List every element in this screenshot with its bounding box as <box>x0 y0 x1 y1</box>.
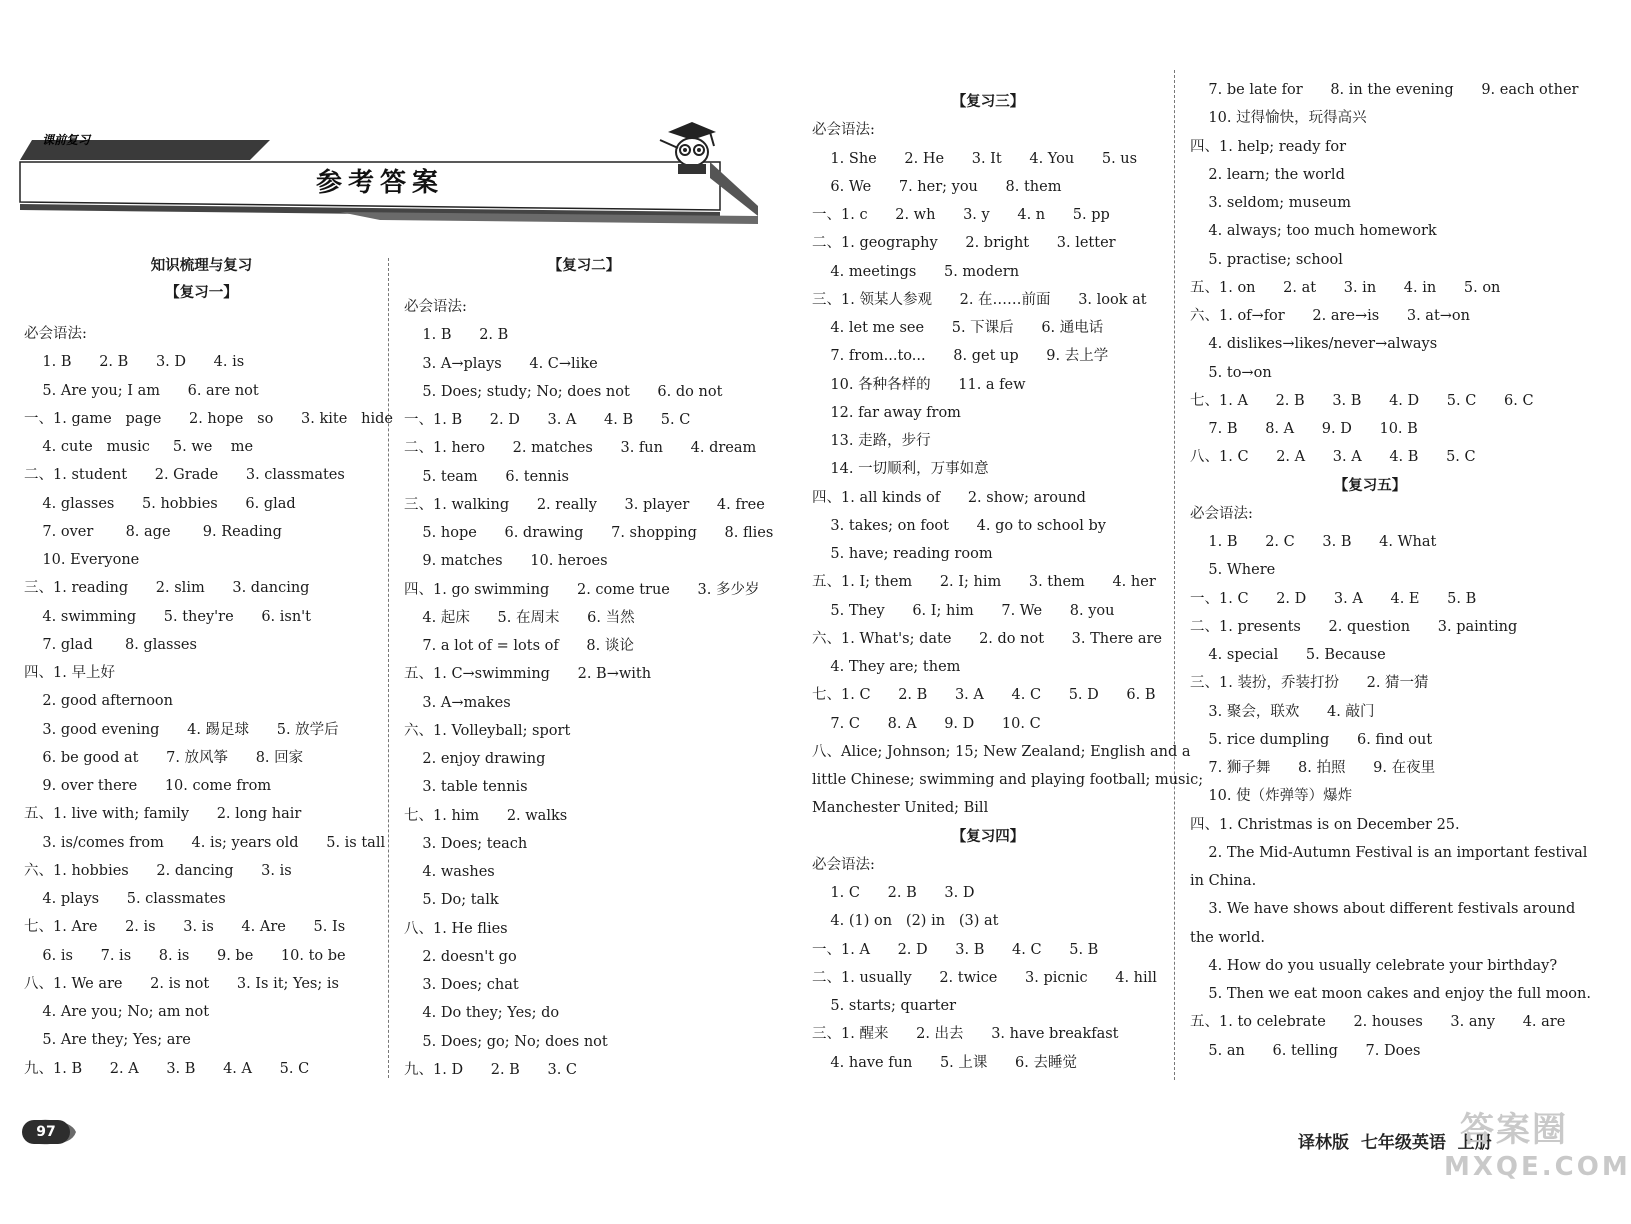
answer-line: 3. table tennis <box>404 779 528 796</box>
answer-line: the world. <box>1190 929 1265 946</box>
answer-line: 3. seldom; museum <box>1190 195 1351 211</box>
answer-line: 5. hope 6. drawing 7. shopping 8. flies <box>404 525 774 541</box>
answer-line: 七、1. C 2. B 3. A 4. C 5. D 6. B <box>812 687 1156 704</box>
answer-line: 2. learn; the world <box>1190 166 1345 183</box>
answer-line: 三、1. walking 2. really 3. player 4. free <box>404 496 765 513</box>
answer-line: 9. matches 10. heroes <box>404 553 608 570</box>
answer-line: 4. swimming 5. they're 6. isn't <box>24 608 311 625</box>
answer-line: 1. B 2. C 3. B 4. What <box>1190 534 1437 550</box>
answer-line: 3. A→makes <box>404 694 511 711</box>
answer-line: 必会语法: <box>812 122 875 139</box>
answer-line: 五、1. on 2. at 3. in 4. in 5. on <box>1190 279 1501 296</box>
answer-line: 2. enjoy drawing <box>404 751 546 767</box>
page-number: 97 <box>22 1120 70 1144</box>
answer-line: 一、1. c 2. wh 3. y 4. n 5. pp <box>812 207 1110 223</box>
answer-line: 5. team 6. tennis <box>404 468 569 485</box>
answer-line: 2. good afternoon <box>24 693 174 710</box>
section-heading: 知识梳理与复习 <box>150 257 253 274</box>
answer-line: 三、1. 装扮，乔装打扮 2. 猜一猜 <box>1190 675 1429 692</box>
answer-line: 6. We 7. her; you 8. them <box>812 178 1062 195</box>
answer-line: 4. They are; them <box>812 659 961 675</box>
answer-line: 三、1. 醒来 2. 出去 3. have breakfast <box>812 1026 1119 1043</box>
answer-line: 7. glad 8. glasses <box>24 636 197 653</box>
answer-line: 五、1. to celebrate 2. houses 3. any 4. are <box>1190 1014 1566 1031</box>
answer-line: 5. Does; go; No; does not <box>404 1033 608 1050</box>
answer-line: 六、1. What's; date 2. do not 3. There are <box>812 630 1162 647</box>
answer-line: 5. Do; talk <box>404 892 499 909</box>
answer-line: 四、1. Christmas is on December 25. <box>1190 816 1460 833</box>
answer-line: 二、1. presents 2. question 3. painting <box>1190 618 1518 635</box>
answer-line: 3. We have shows about different festivals around <box>1190 901 1576 918</box>
answer-line: little Chinese; swimming and playing football; music; <box>812 772 1204 788</box>
answer-line: 二、1. student 2. Grade 3. classmates <box>24 467 345 484</box>
answer-line: 7. over 8. age 9. Reading <box>24 523 282 540</box>
answer-line: 五、1. I; them 2. I; him 3. them 4. her <box>812 574 1156 591</box>
answer-line: 八、Alice; Johnson; 15; New Zealand; English and a <box>812 743 1191 760</box>
answer-line: 3. is/comes from 4. is; years old 5. is tall <box>24 834 386 851</box>
column-divider <box>388 258 389 1078</box>
answer-line: 3. Does; chat <box>404 977 519 993</box>
answer-line: 4. glasses 5. hobbies 6. glad <box>24 495 296 512</box>
answer-line: 14. 一切顺利，万事如意 <box>812 461 989 478</box>
answer-line: 4. (1) on (2) in (3) at <box>812 913 999 930</box>
answer-line: 二、1. geography 2. bright 3. letter <box>812 235 1116 252</box>
answer-line: 7. B 8. A 9. D 10. B <box>1190 421 1418 437</box>
watermark-text: 答案圈 <box>1460 1110 1568 1150</box>
answer-line: 六、1. of→for 2. are→is 3. at→on <box>1190 308 1470 324</box>
watermark <box>1420 1098 1631 1198</box>
answer-line: 13. 走路，步行 <box>812 433 931 449</box>
section-heading: 【复习五】 <box>1333 476 1407 494</box>
answer-line: 4. special 5. Because <box>1190 647 1386 663</box>
answer-line: Manchester United; Bill <box>812 800 989 817</box>
answer-line: in China. <box>1190 873 1257 889</box>
section-heading: 【复习三】 <box>951 93 1025 110</box>
answer-line: 四、1. go swimming 2. come true 3. 多少岁 <box>404 581 760 598</box>
section-heading: 【复习四】 <box>951 827 1025 845</box>
answer-line: 10. 使（炸弹等）爆炸 <box>1190 788 1353 805</box>
answer-line: 六、1. Volleyball; sport <box>404 722 571 739</box>
section-heading: 【复习二】 <box>547 257 621 274</box>
answer-line: 二、1. usually 2. twice 3. picnic 4. hill <box>812 969 1157 986</box>
answer-line: 九、1. B 2. A 3. B 4. A 5. C <box>24 1060 310 1077</box>
answer-line: 一、1. C 2. D 3. A 4. E 5. B <box>1190 590 1477 607</box>
book-info: 译林版 七年级英语 上册 <box>1298 1133 1492 1153</box>
answer-line: 3. A→plays 4. C→like <box>404 355 598 372</box>
answer-line: 7. 狮子舞 8. 拍照 9. 在夜里 <box>1190 760 1436 776</box>
answer-line: 4. washes <box>404 864 495 880</box>
answer-line: 7. C 8. A 9. D 10. C <box>812 715 1041 732</box>
answer-line: 1. She 2. He 3. It 4. You 5. us <box>812 150 1138 167</box>
owl-mascot-icon <box>660 120 724 176</box>
answer-line: 4. 起床 5. 在周末 6. 当然 <box>404 609 635 626</box>
answer-line: 三、1. reading 2. slim 3. dancing <box>24 580 310 597</box>
answer-line: 3. Does; teach <box>404 835 528 852</box>
answer-line: 10. Everyone <box>24 552 140 568</box>
answer-line: 七、1. him 2. walks <box>404 807 568 824</box>
answer-line: 9. over there 10. come from <box>24 778 272 794</box>
answer-line: 1. B 2. B 3. D 4. is <box>24 354 245 371</box>
answer-line: 5. have; reading room <box>812 546 993 562</box>
answer-line: 4. have fun 5. 上课 6. 去睡觉 <box>812 1054 1077 1071</box>
answer-line: 5. Where <box>1190 562 1276 579</box>
answer-line: 5. Are you; I am 6. are not <box>24 382 259 399</box>
answer-line: 4. plays 5. classmates <box>24 891 226 907</box>
answer-line: 2. doesn't go <box>404 948 517 965</box>
answer-line: 10. 各种各样的 11. a few <box>812 376 1026 393</box>
answer-line: 3. 聚会，联欢 4. 敲门 <box>1190 703 1375 720</box>
answer-line: 六、1. hobbies 2. dancing 3. is <box>24 862 292 879</box>
answer-line: 必会语法: <box>404 299 467 315</box>
answer-line: 必会语法: <box>1190 505 1253 522</box>
answer-line: 6. is 7. is 8. is 9. be 10. to be <box>24 947 346 964</box>
answer-line: 4. Do they; Yes; do <box>404 1005 560 1022</box>
answer-line: 一、1. game page 2. hope so 3. kite hide <box>24 410 393 427</box>
answer-line: 5. Are they; Yes; are <box>24 1032 191 1049</box>
answer-line: 5. They 6. I; him 7. We 8. you <box>812 602 1115 619</box>
answer-line: 必会语法: <box>24 326 87 342</box>
answer-line: 九、1. D 2. B 3. C <box>404 1061 578 1078</box>
answer-line: 12. far away from <box>812 404 961 421</box>
page-title: 参考答案 <box>315 168 444 198</box>
answer-line: 五、1. live with; family 2. long hair <box>24 806 302 823</box>
answer-line: 3. good evening 4. 踢足球 5. 放学后 <box>24 721 339 738</box>
answer-line: 10. 过得愉快，玩得高兴 <box>1190 110 1367 127</box>
section-heading: 【复习一】 <box>165 284 238 301</box>
answer-line: 必会语法: <box>812 856 875 873</box>
answer-line: 1. B 2. B <box>404 327 509 344</box>
answer-line: 4. meetings 5. modern <box>812 263 1020 280</box>
answer-line: 五、1. C→swimming 2. B→with <box>404 666 652 683</box>
answer-line: 一、1. B 2. D 3. A 4. B 5. C <box>404 412 691 428</box>
answer-line: 4. always; too much homework <box>1190 223 1437 240</box>
answer-line: 4. dislikes→likes/never→always <box>1190 336 1438 353</box>
answer-line: 5. practise; school <box>1190 251 1343 268</box>
answer-line: 7. be late for 8. in the evening 9. each other <box>1190 82 1579 98</box>
answer-line: 5. starts; quarter <box>812 998 957 1014</box>
answer-line: 四、1. all kinds of 2. show; around <box>812 489 1086 506</box>
answer-line: 4. How do you usually celebrate your birthday? <box>1190 957 1558 974</box>
answer-line: 6. be good at 7. 放风筝 8. 回家 <box>24 749 304 766</box>
answer-line: 7. a lot of = lots of 8. 谈论 <box>404 638 634 654</box>
answer-line: 3. takes; on foot 4. go to school by <box>812 517 1106 534</box>
answer-line: 八、1. He flies <box>404 920 508 937</box>
answer-line: 5. to→on <box>1190 364 1272 381</box>
answer-line: 八、1. We are 2. is not 3. Is it; Yes; is <box>24 975 339 992</box>
answer-line: 四、1. help; ready for <box>1190 138 1347 155</box>
answer-line: 2. The Mid-Autumn Festival is an important festival <box>1190 844 1588 861</box>
answer-line: 七、1. Are 2. is 3. is 4. Are 5. Is <box>24 919 346 936</box>
answer-line: 四、1. 早上好 <box>24 665 115 681</box>
answer-line: 二、1. hero 2. matches 3. fun 4. dream <box>404 440 757 457</box>
answer-line: 5. Then we eat moon cakes and enjoy the full moon. <box>1190 986 1591 1002</box>
column-divider <box>1174 70 1175 1080</box>
answer-line: 7. from...to... 8. get up 9. 去上学 <box>812 348 1109 365</box>
answer-line: 4. let me see 5. 下课后 6. 通电话 <box>812 320 1104 336</box>
answer-line: 八、1. C 2. A 3. A 4. B 5. C <box>1190 449 1476 466</box>
answer-line: 4. cute music 5. we me <box>24 439 254 455</box>
header-badge: 课前复习 <box>42 133 91 147</box>
answer-line: 5. rice dumpling 6. find out <box>1190 731 1433 748</box>
answer-line: 一、1. A 2. D 3. B 4. C 5. B <box>812 941 1099 958</box>
answer-line: 5. Does; study; No; does not 6. do not <box>404 383 723 400</box>
watermark-url: MXQE.COM <box>1444 1152 1631 1182</box>
answer-line: 七、1. A 2. B 3. B 4. D 5. C 6. C <box>1190 392 1534 409</box>
answer-line: 4. Are you; No; am not <box>24 1004 210 1020</box>
answer-line: 三、1. 领某人参观 2. 在……前面 3. look at <box>812 291 1147 308</box>
answer-line: 1. C 2. B 3. D <box>812 885 975 901</box>
answer-line: 5. an 6. telling 7. Does <box>1190 1042 1421 1059</box>
